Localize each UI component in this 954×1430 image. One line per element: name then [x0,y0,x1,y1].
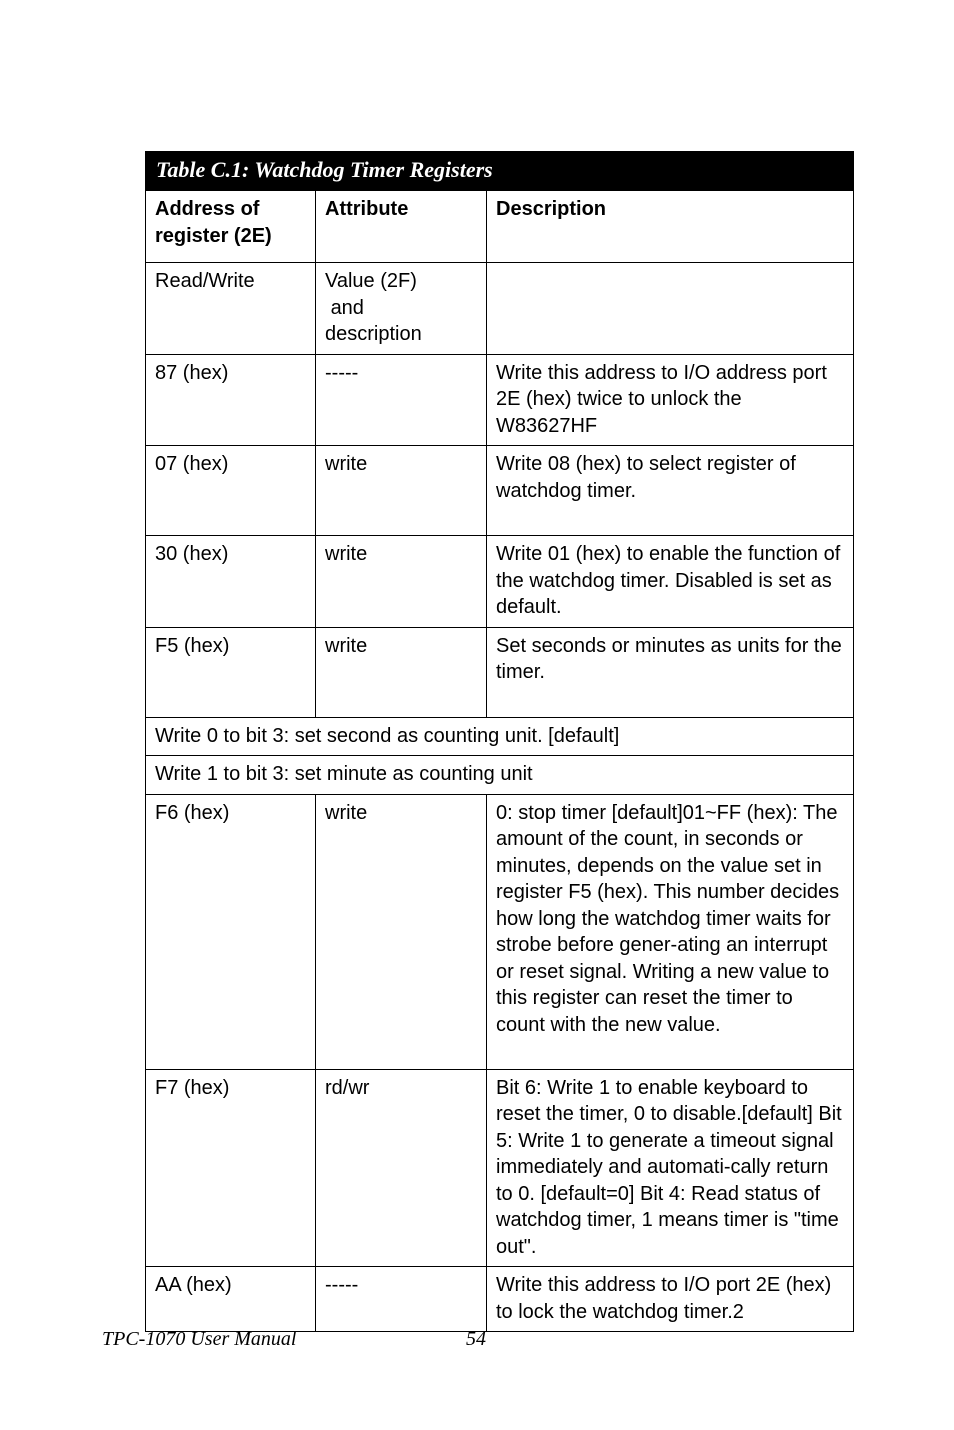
cell-address: 30 (hex) [146,536,316,628]
cell-attribute: ----- [316,1267,487,1332]
cell-description: Write this address to I/O port 2E (hex) to lock the watchdog timer.2 [487,1267,854,1332]
table-row-bit3-option [146,717,854,756]
table-caption: Table C.1: Watchdog Timer Registers [146,152,854,191]
cell-description: 0: stop timer [default]01~FF (hex): The amount of the count, in seconds or minutes, depends on the value set in register F5 (hex). This number decides how long the watchdog timer waits for strobe before gener-ating an interrupt or reset signal. Writing a new value to this register can reset the timer to count with the new value. [487,794,854,1069]
table-row [146,627,854,717]
cell-address: AA (hex) [146,1267,316,1332]
table-row [146,536,854,628]
cell-attribute: write [316,446,487,536]
watchdog-timer-registers-table [145,151,854,1332]
table-row [146,794,854,1069]
table-row [146,1267,854,1332]
cell-attribute: Value (2F) and description [316,263,487,355]
cell-description [487,263,854,355]
cell-description: Set seconds or minutes as units for the timer. [487,627,854,717]
cell-attribute: ----- [316,354,487,446]
cell-address: 87 (hex) [146,354,316,446]
cell-address: F6 (hex) [146,794,316,1069]
table-caption-row [146,152,854,191]
cell-description: Write 08 (hex) to select register of watchdog timer. [487,446,854,536]
cell-address: Read/Write [146,263,316,355]
cell-attribute: write [316,794,487,1069]
header-description: Description [487,191,854,263]
cell-attribute: write [316,536,487,628]
cell-description: Write this address to I/O address port 2E (hex) twice to unlock the W83627HF [487,354,854,446]
footer-manual-title: TPC-1070 User Manual [102,1328,297,1350]
cell-address: F7 (hex) [146,1069,316,1267]
table-row [146,1069,854,1267]
cell-address: F5 (hex) [146,627,316,717]
table-row-bit3-option [146,756,854,795]
cell-description: Bit 6: Write 1 to enable keyboard to reset the timer, 0 to disable.[default] Bit 5: Write 1 to generate a timeout signal immediately and automati-cally return to 0. [default=0] Bit 4: Read status of watchdog timer, 1 means timer is "time out". [487,1069,854,1267]
table-row [146,354,854,446]
header-address: Address of register (2E) [146,191,316,263]
cell-description: Write 01 (hex) to enable the function of the watchdog timer. Disabled is set as default. [487,536,854,628]
cell-attribute: rd/wr [316,1069,487,1267]
cell-bit3-second: Write 0 to bit 3: set second as counting unit. [default] [146,717,854,756]
cell-address: 07 (hex) [146,446,316,536]
table-row [146,446,854,536]
table-row [146,263,854,355]
table-header-row [146,191,854,263]
cell-attribute: write [316,627,487,717]
header-attribute: Attribute [316,191,487,263]
footer-page-number: 54 [466,1328,486,1350]
cell-bit3-minute: Write 1 to bit 3: set minute as counting unit [146,756,854,795]
